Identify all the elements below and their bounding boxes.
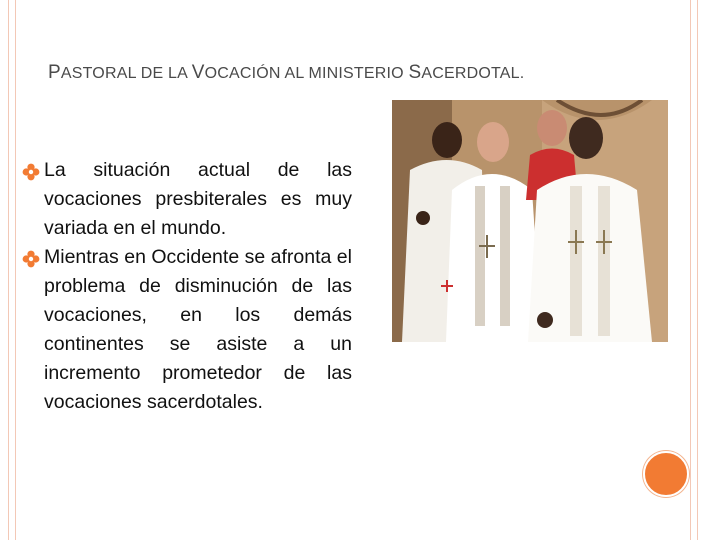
title-initial-s: S bbox=[408, 62, 422, 83]
bullet-item-situacion bbox=[22, 156, 352, 243]
orange-flower-bullet-icon bbox=[22, 161, 40, 179]
orange-flower-bullet-icon bbox=[22, 248, 40, 266]
title-word-sacerdotal: ACERDOTAL. bbox=[421, 65, 525, 82]
title-initial-p: P bbox=[48, 62, 61, 83]
title-word-pastoral: ASTORAL DE LA bbox=[60, 65, 192, 82]
title-word-vocacion: OCACIÓN AL MINISTERIO bbox=[204, 65, 409, 82]
bullet-list bbox=[22, 156, 352, 417]
bullet-text-situacion: La situación actual de las vocaciones presbiterales es muy variada en el mundo. bbox=[44, 159, 352, 239]
bullet-item-occidente bbox=[22, 243, 352, 417]
orange-circle-decoration bbox=[643, 451, 689, 497]
left-border-stripe bbox=[8, 0, 16, 540]
slide-title bbox=[48, 62, 708, 84]
title-initial-v: V bbox=[191, 62, 205, 83]
bullet-text-occidente: Mientras en Occidente se afronta el problema de disminución de las vocaciones, en los demás continentes se asiste a un incremento prometedor de las vocaciones sacerdotales. bbox=[44, 246, 352, 413]
priests-in-white-vestments-photo bbox=[392, 100, 668, 342]
